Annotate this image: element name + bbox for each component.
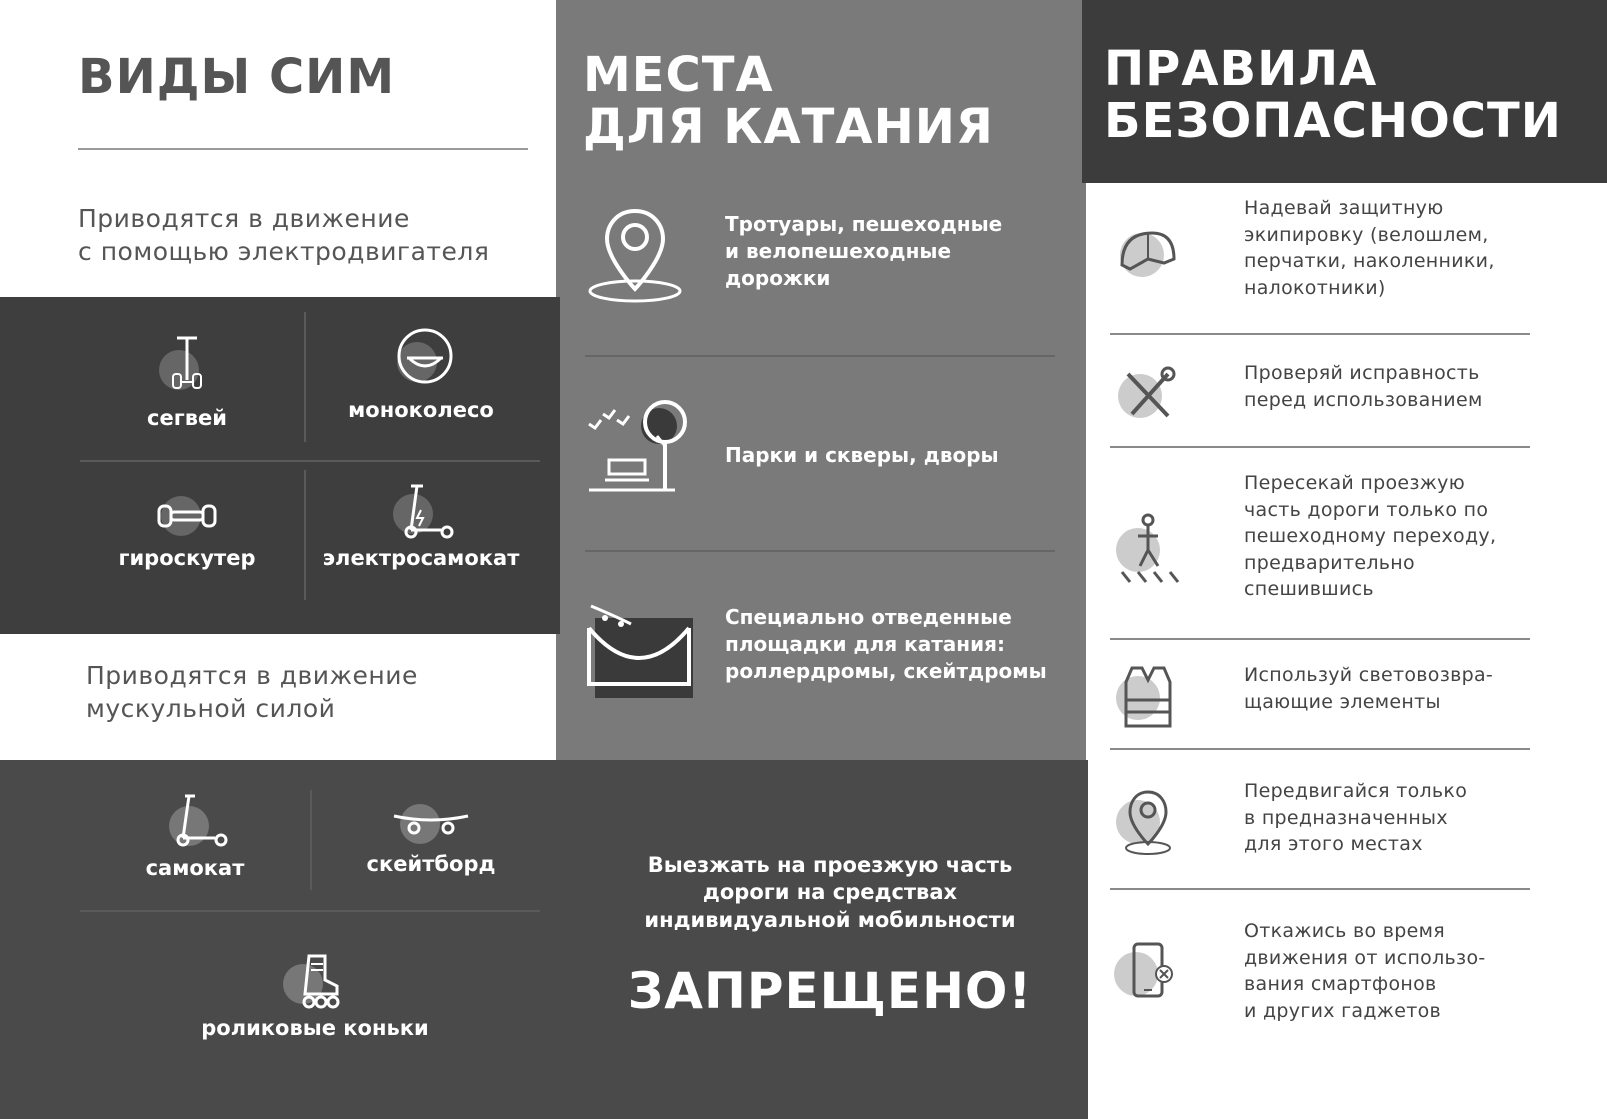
location-icon	[1108, 786, 1188, 866]
sim-item-segway	[72, 330, 302, 430]
warning-text: Выезжать на проезжую часть дороги на средствах индивидуальной мобильности	[644, 853, 1016, 932]
monowheel-icon	[381, 322, 461, 392]
divider	[80, 460, 540, 462]
segway-icon	[147, 330, 227, 400]
sim-item-skateboard	[316, 796, 546, 876]
divider	[1110, 888, 1530, 890]
place-text: Специально отведенные площадки для катания: роллердромы, скейтдромы	[725, 605, 1047, 683]
divider	[80, 910, 540, 912]
divider	[585, 550, 1055, 552]
sim-item-label: моноколесо	[348, 398, 494, 422]
sim-item-roller-skates	[200, 950, 430, 1040]
place-text: Парки и скверы, дворы	[725, 443, 999, 467]
sim-item-label: роликовые коньки	[201, 1016, 429, 1040]
sim-item-label: гироскутер	[118, 546, 256, 570]
safety-rule-text: Пересекай проезжую часть дороги только по пешеходному переходу, предварительно спешившись	[1244, 472, 1497, 601]
place-text: Тротуары, пешеходные и велопешеходные дорожки	[725, 212, 1003, 290]
sim-item-kick-scooter	[80, 790, 310, 880]
divider	[1110, 638, 1530, 640]
helmet-icon	[1108, 219, 1188, 299]
sim-item-monowheel	[306, 322, 536, 422]
divider	[310, 790, 312, 890]
no-phone-icon	[1108, 938, 1188, 1018]
skateboard-icon	[386, 796, 476, 846]
place-item-skateparks	[585, 598, 1065, 708]
divider	[78, 148, 528, 150]
safety-rule-crossing	[1108, 470, 1538, 620]
sim-item-label: сегвей	[147, 406, 227, 430]
places-title: МЕСТА ДЛЯ КАТАНИЯ	[583, 47, 994, 155]
tools-icon	[1108, 360, 1188, 430]
sim-item-electric-scooter	[306, 480, 536, 570]
reflective-vest-icon	[1108, 662, 1188, 732]
divider	[1110, 333, 1530, 335]
divider	[1110, 748, 1530, 750]
safety-rule-check	[1108, 360, 1538, 440]
sim-types-title: ВИДЫ СИМ	[78, 49, 396, 105]
safety-title: ПРАВИЛА БЕЗОПАСНОСТИ	[1104, 41, 1562, 149]
muscle-heading: Приводятся в движение мускульной силой	[86, 661, 418, 723]
hoverboard-icon	[147, 490, 227, 540]
location-pin-icon	[585, 205, 685, 305]
divider	[585, 355, 1055, 357]
divider	[1110, 446, 1530, 448]
sim-item-label: самокат	[145, 856, 245, 880]
safety-rule-equipment	[1108, 195, 1538, 315]
safety-rule-text: Проверяй исправность перед использованием	[1244, 362, 1483, 411]
safety-rule-reflective	[1108, 662, 1538, 742]
skate-ramp-icon	[585, 598, 695, 708]
sim-item-label: электросамокат	[322, 546, 520, 570]
crosswalk-icon	[1108, 510, 1188, 590]
safety-rule-text: Передвигайся только в предназначенных для этого местах	[1244, 780, 1468, 856]
electric-heading: Приводятся в движение с помощью электродвигателя	[78, 204, 490, 266]
sim-item-hoverboard	[72, 490, 302, 570]
roller-skate-icon	[275, 950, 355, 1010]
kick-scooter-icon	[155, 790, 235, 850]
place-item-parks	[585, 398, 1065, 498]
electric-scooter-icon	[381, 480, 461, 540]
park-icon	[585, 398, 705, 498]
forbidden-label: ЗАПРЕЩЕНО!	[627, 962, 1033, 1020]
safety-rule-text: Откажись во время движения от использо- вания смартфонов и других гаджетов	[1244, 920, 1486, 1022]
sim-item-label: скейтборд	[366, 852, 496, 876]
safety-rule-text: Надевай защитную экипировку (велошлем, перчатки, наколенники, налокотники)	[1244, 197, 1495, 299]
place-item-sidewalks	[585, 205, 1065, 315]
safety-rule-location	[1108, 778, 1538, 878]
safety-rule-no-phone	[1108, 918, 1538, 1038]
safety-rule-text: Используй световозвра- щающие элементы	[1244, 664, 1494, 713]
